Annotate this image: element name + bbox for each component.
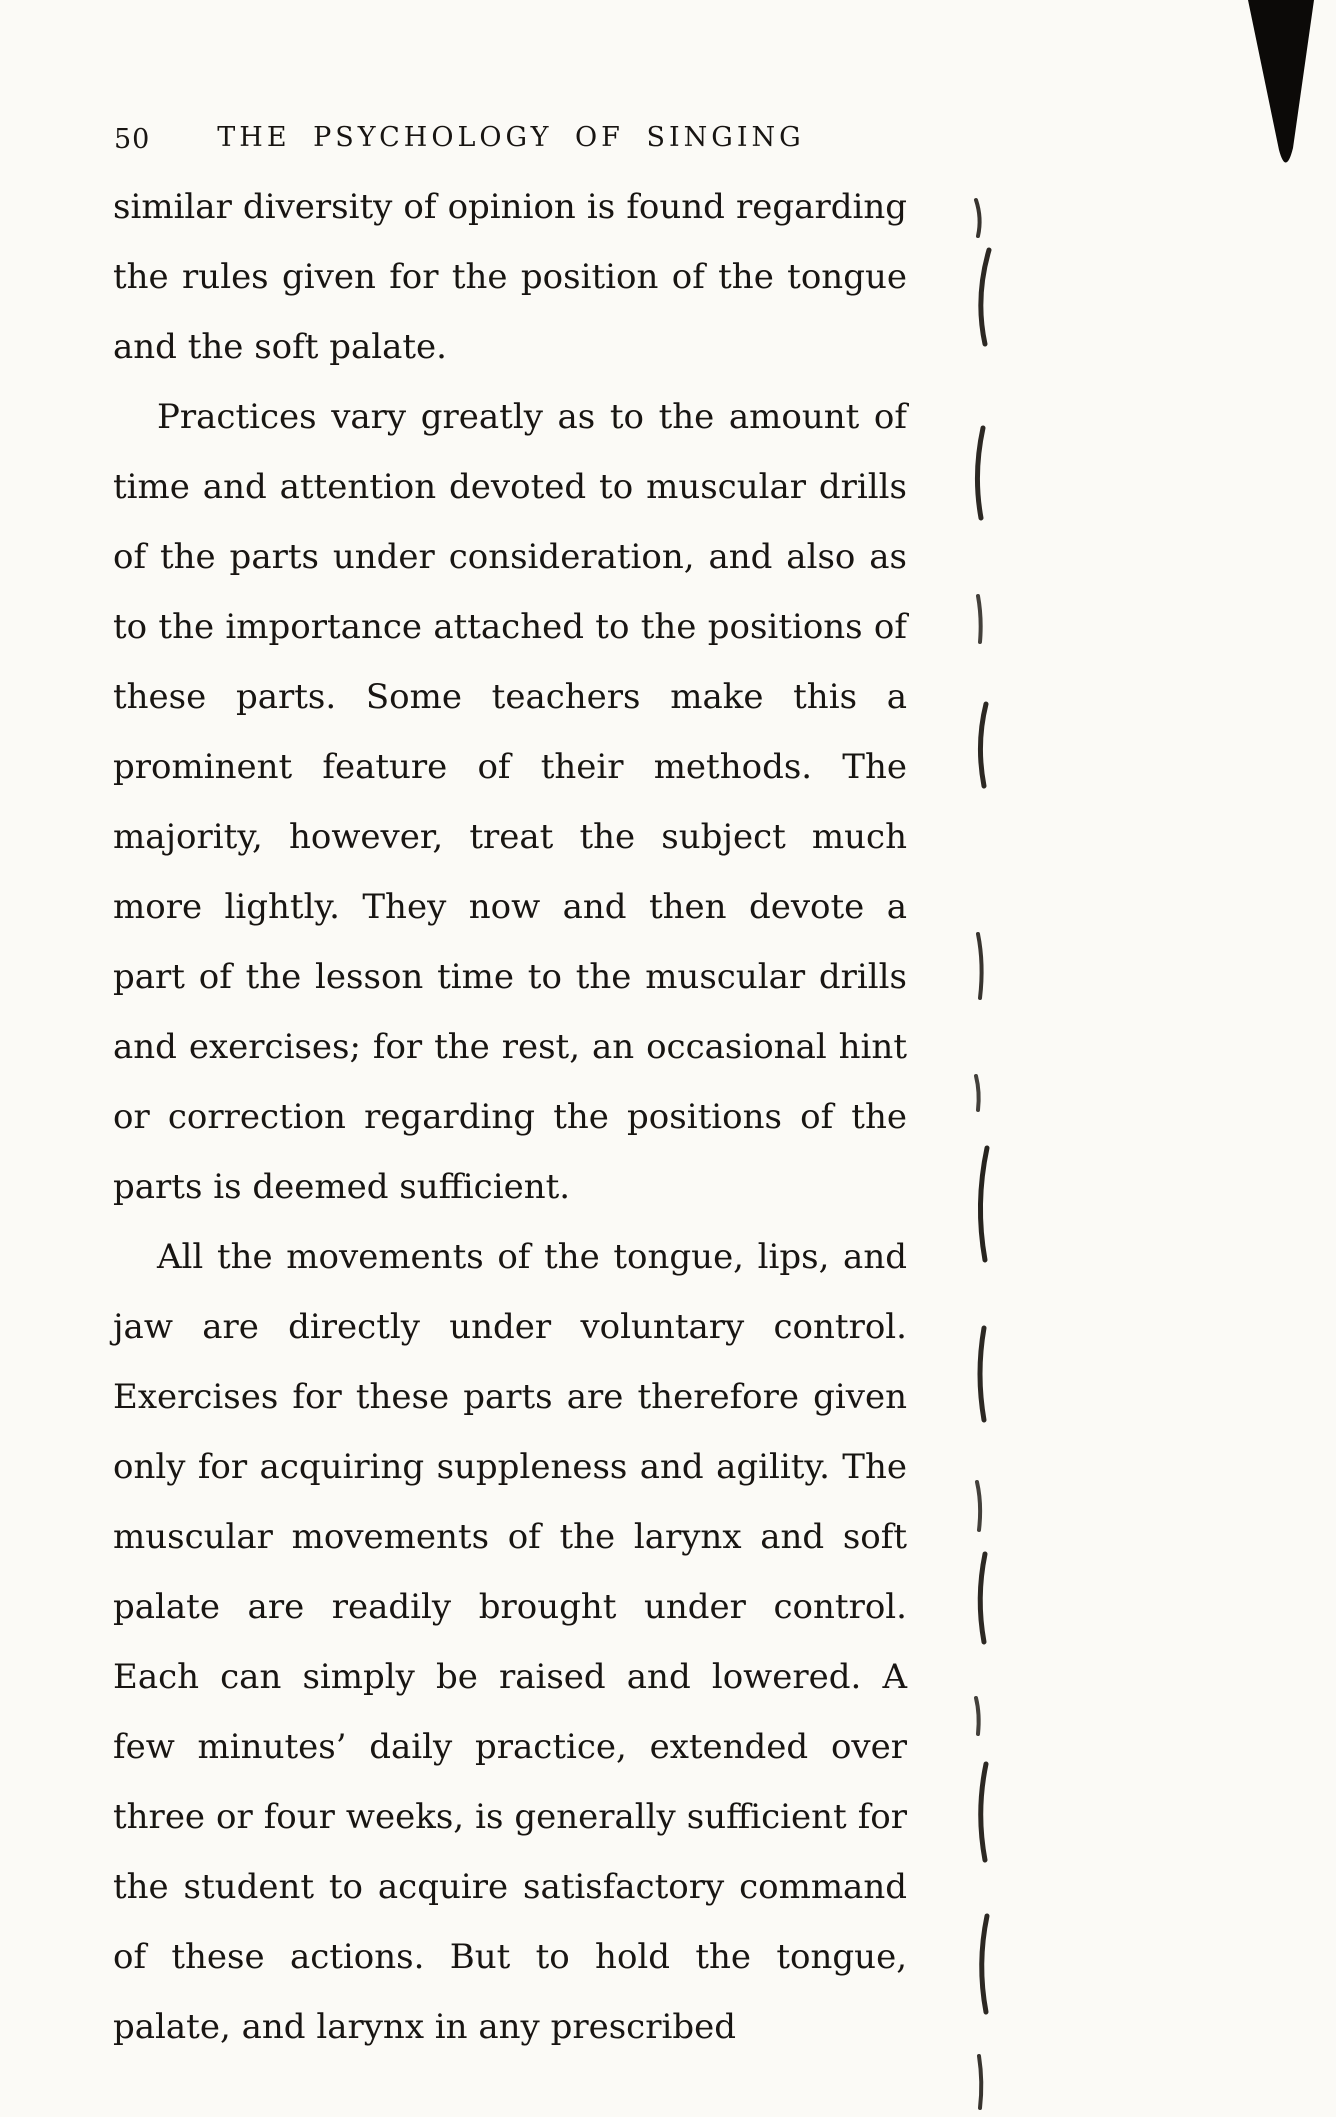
body-paragraph: All the movements of the tongue, lips, and jaw are directly under voluntary control. Exercises for these parts are therefore given only for acquiring suppleness and agility. The muscular movements of the larynx and soft palate are readily brought under control. Each can simply be raised and lowered. A few minutes’ daily practice, extended over three or four weeks, is generally sufficient for the student to acquire satisfactory command of these actions. But to hold the tongue, palate, and larynx in any prescribed <box>113 1237 907 2047</box>
running-header: THE PSYCHOLOGY OF SINGING <box>217 122 805 153</box>
body-paragraph: Practices vary greatly as to the amount of time and attention devoted to muscular drills of the parts under consideration, and also as to the importance attached to the positions of these parts. Some teachers make this a prominent feature of their methods. The majority, however, treat the subject much more lightly. They now and then devote a part of the lesson time to the muscular drills and exercises; for the rest, an occasional hint or correction regarding the positions of the parts is deemed sufficient. <box>113 397 907 1207</box>
page-number: 50 <box>114 124 151 155</box>
page-corner-shadow <box>1248 0 1314 163</box>
body-paragraph: similar diversity of opinion is found regarding the rules given for the position of the tongue and the soft palate. <box>113 187 907 367</box>
body-text <box>113 172 907 2062</box>
binding-ink-marks <box>976 200 989 2108</box>
